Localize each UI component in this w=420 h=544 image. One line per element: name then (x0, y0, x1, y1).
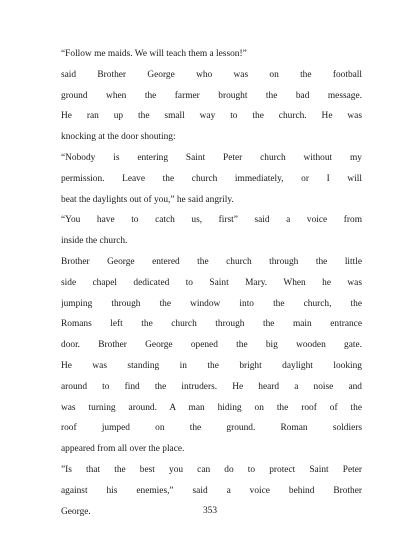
text-line: He ran up the small way to the church. He was (61, 111, 362, 122)
text-line: against his enemies,” said a voice behind Brother (61, 485, 362, 496)
text-line: Brother George entered the church through the little (61, 256, 362, 267)
body-text (61, 44, 362, 522)
text-line: roof jumped on the ground. Roman soldiers (61, 423, 362, 434)
text-line: around to find the intruders. He heard a noise and (61, 381, 362, 392)
text-line: ”Is that the best you can do to protect Saint Peter (61, 464, 362, 475)
text-line: “Nobody is entering Saint Peter church without my (61, 152, 362, 163)
text-line: jumping through the window into the church, the (61, 298, 362, 309)
text-line: He was standing in the bright daylight looking (61, 360, 362, 371)
text-line: was turning around. A man hiding on the roof of the (61, 402, 362, 413)
text-line: “You have to catch us, first” said a voice from (61, 215, 362, 226)
text-line: beat the daylights out of you,” he said angrily. (61, 194, 234, 205)
text-line: George. (61, 506, 91, 517)
text-line: door. Brother George opened the big wooden gate. (61, 340, 362, 351)
text-line: inside the church. (61, 236, 128, 247)
text-line: ground when the farmer brought the bad message. (61, 90, 362, 101)
page-number: 353 (202, 506, 218, 516)
text-line: “Follow me maids. We will teach them a lesson!” (61, 49, 247, 59)
text-line: said Brother George who was on the football (61, 69, 362, 80)
text-line: permission. Leave the church immediately, or I will (61, 173, 362, 184)
text-line: side chapel dedicated to Saint Mary. When he was (61, 277, 362, 288)
text-line: Romans left the church through the main entrance (61, 319, 362, 330)
text-line: knocking at the door shouting: (61, 132, 176, 143)
text-line: appeared from all over the place. (61, 444, 185, 455)
